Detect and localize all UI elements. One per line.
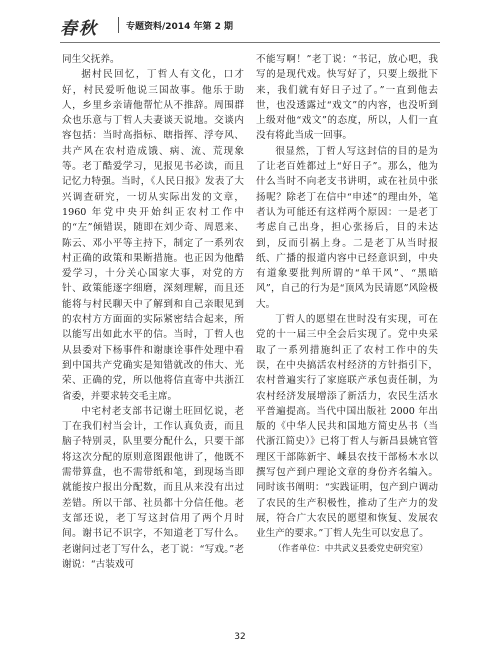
right-column <box>256 52 438 557</box>
journal-logo: 春秋 <box>60 19 98 39</box>
page-header <box>60 14 440 40</box>
left-column <box>62 52 244 572</box>
paragraph: 丁哲人的愿望在世时没有实现，可在党的十一届三中全会后实现了。党中央采取了一系列措施纠正了农村工作中的失误，在中央搞活农村经济的方针指引下，农村普遍实行了家庭联产承包责任制，为农村经济发展增添了新活力，农民生活水平普遍提高。当代中国出版社 2000 年出版的《中华人民共和国地方简史丛书（当代浙江简史）》已将丁哲人与新昌县姚官管理区干部陈新宇、嵊县农技干部杨木水以撰写包产到户理论文章的身份齐名编入。同时该书阐明：“实践证明，包产到户调动了农民的生产积极性，推动了生产力的发展，符合广大农民的愿望和恢复、发展农业生产的要求。”丁哲人先生可以安息了。 <box>256 314 438 540</box>
paragraph: 据村民回忆，丁哲人有文化，口才好，村民爱听他说三国故事。他乐于助人，乡里乡亲请他帮忙从不推辞。周围群众也乐意与丁哲人夫妻谈天说地。交谈内容包括：当时高指标、瞎指挥、浮夸风、共产风在农村造成饿、病、流、荒现象等。老丁酷爱学习，见报见书必读，而且记忆力特强。当时，《人民日报》发表了大兴调查研究，一切从实际出发的文章，1960 年党中央开始纠正农村工作中的“左”倾错误，随即在刘少奇、周恩来、陈云、邓小平等主持下，制定了一系列农村正确的政策和果断措施。也正因为他酷爱学习，十分关心国家大事，对党的方针、政策能逐字细磨，深刻理解，而且还能将与村民聊天中了解到和自己亲眼见到的农村方方面面的实际紧密结合起来，所以能写出如此水平的信。当时，丁哲人也从县委对下杨事件和谢康诠事件处理中看到中国共产党确实是知错就改的伟大、光荣、正确的党，所以他将信直寄中共浙江省委，并要求转交毛主席。 <box>62 69 244 402</box>
header-rule <box>60 42 440 43</box>
paragraph: 不能写啊！”老丁说：“书记，放心吧，我写的是现代戏。快写好了，只要上级批下来，我们就有好日子过了。”一直到他去世，也没透露过“戏文”的内容，也没听到上级对他“戏文”的态度，所以，人们一直没有将此当成一回事。 <box>256 54 438 142</box>
paragraph: 很显然，丁哲人写这封信的目的是为了让老百姓都过上“好日子”。那么，他为什么当时不向老支书讲明，或在社员中张扬呢？除老丁在信中“申述”的理由外，笔者认为可能还有这样两个原因：一是老丁考虑自己出身，担心张扬后，目的未达到，反而引祸上身。二是老丁从当时报纸、广播的报道内容中已经意识到，中央有道象要批判所谓的“单干风”、“黑暗风”，自己的行为是“顶风为民请愿”风险极大。 <box>256 145 438 310</box>
paragraph: 中宅村老支部书记谢土旺回忆说，老丁在我们村当会计，工作认真负责，而且脑子特别灵，队里要分配什么，只要干部将这次分配的原则意图跟他讲了，他既不需带算盘，也不需带纸和笔，到现场当即就能按户报出分配数，而且从来没有出过差错。所以干部、社员都十分信任他。老支部还说，老丁写这封信用了两个月时间。谢书记不识字，不知道老丁写什么。老谢问过老丁写什么，老丁说：“写戏。”老谢说：“古装戏可 <box>62 405 244 570</box>
author-affiliation: （作者单位：中共武义县委党史研究室） <box>273 543 428 554</box>
issue-label: 专题资料/2014 年第 2 期 <box>126 22 233 32</box>
page-number: 32 <box>234 632 246 642</box>
header-divider <box>118 17 119 33</box>
paragraph: 同生父抚养。 <box>62 54 120 65</box>
